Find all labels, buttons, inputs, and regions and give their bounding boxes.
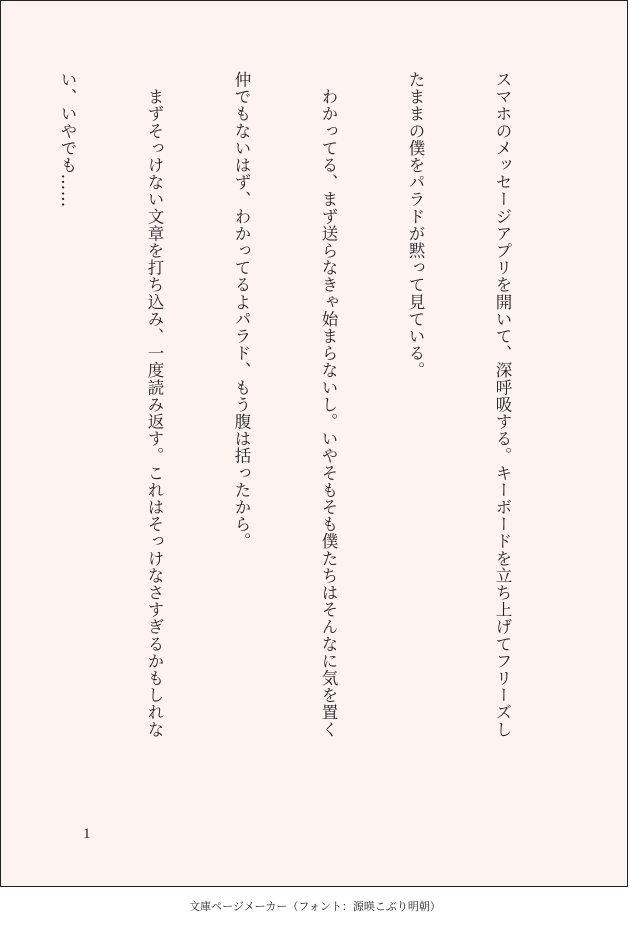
page-number: 1 <box>83 826 91 842</box>
text-line: い、いやでも…… <box>58 71 77 208</box>
text-line: わかってる、まず送らなきゃ始まらないし。いやそもそも僕たちはそんなに気を置く <box>319 71 338 738</box>
text-line: まずそっけない文章を打ち込み、一度読み返す。これはそっけなさすぎるかもしれな <box>145 71 164 738</box>
text-line: 仲でもないはず、わかってるよパラド、もう腹は括ったから。 <box>232 71 251 550</box>
vertical-body-text <box>0 71 575 831</box>
footer-credit: 文庫ページメーカー（フォント：源暎こぶり明朝） <box>189 900 441 913</box>
text-line: たままの僕をパラドが黙って見ている。 <box>406 71 425 379</box>
text-line: スマホのメッセージアプリを開いて、深呼吸する。キーボードを立ち上げてフリーズし <box>493 71 512 738</box>
